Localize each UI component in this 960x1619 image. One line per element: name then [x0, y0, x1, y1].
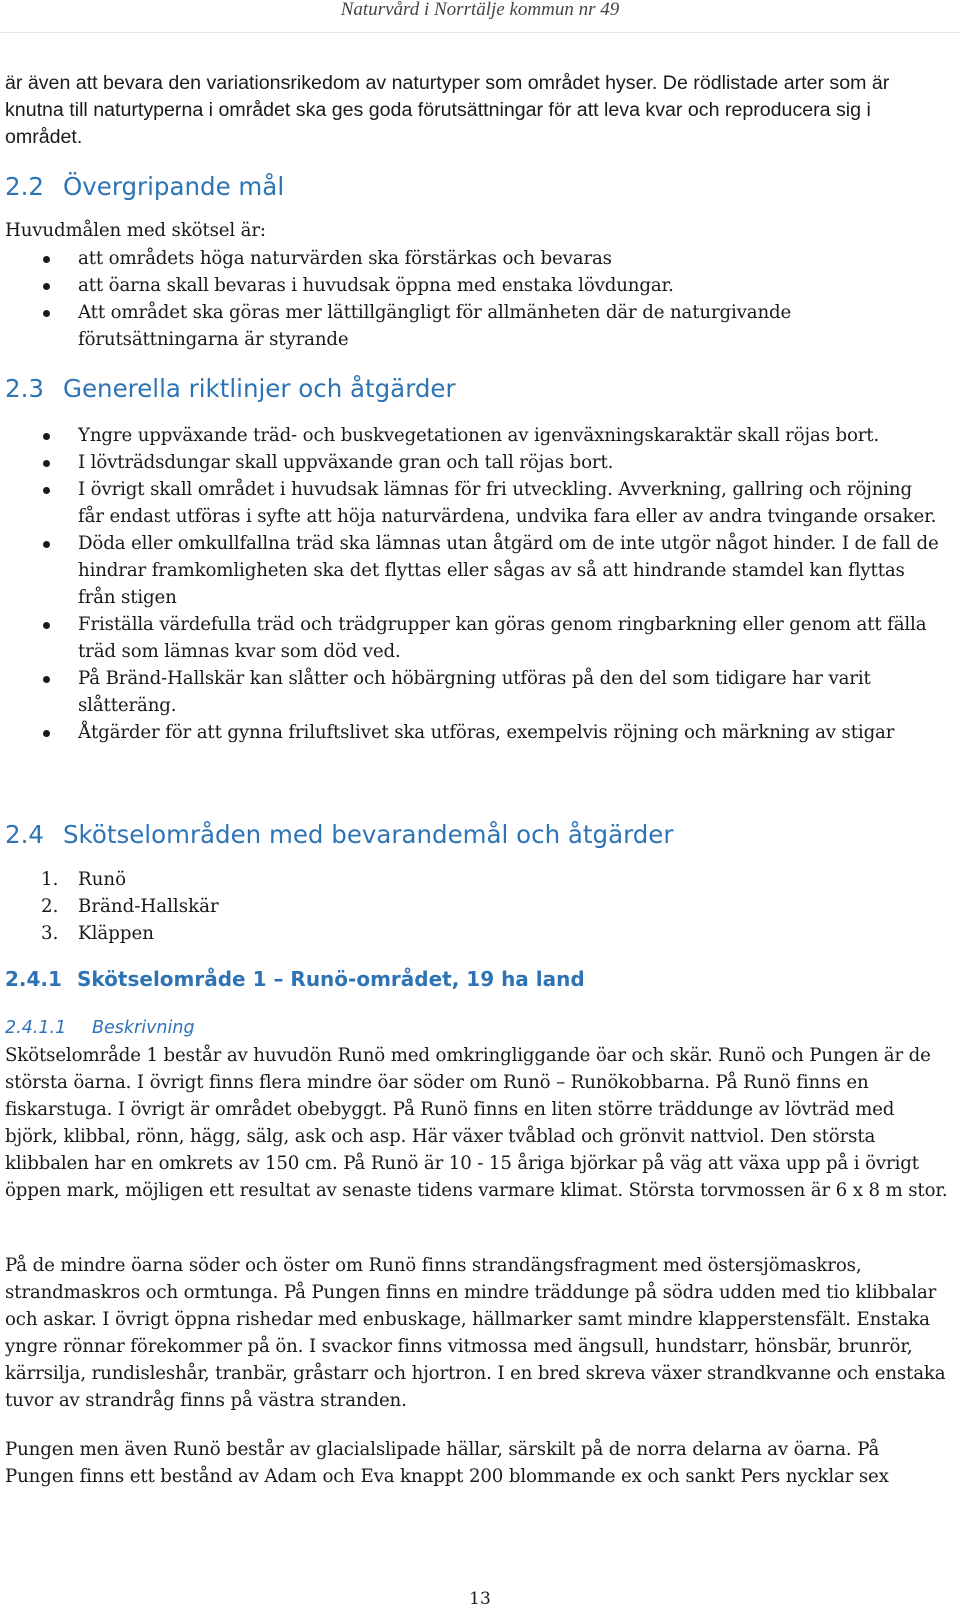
list-item: I övrigt skall området i huvudsak lämnas för fri utveckling. Avverkning, gallring och röjning får endast utföras i syfte att höja naturvärdena, undvika fara eller av andra tvingande orsaker. [0, 476, 940, 530]
heading-number: 2.3 [5, 374, 44, 403]
bullet-icon [43, 676, 50, 683]
heading-2-3 [5, 374, 456, 404]
page-number: 13 [469, 1589, 491, 1609]
bullet-icon [43, 283, 50, 290]
list-item: 3. Kläppen [0, 920, 600, 947]
running-header-text: Naturvård i Norrtälje kommun nr 49 [340, 0, 620, 20]
heading-number: 2.4 [5, 820, 44, 849]
list-item: 2. Bränd-Hallskär [0, 893, 600, 920]
goals-lead: Huvudmålen med skötsel är: [5, 220, 266, 241]
bullet-icon [43, 730, 50, 737]
list-number: 1. [41, 869, 59, 890]
list-item: Friställa värdefulla träd och trädgrupper kan göras genom ringbarkning eller genom att fälla träd som lämnas kvar som död ved. [0, 611, 940, 665]
areas-list [0, 866, 600, 947]
description-paragraph-3: Pungen men även Runö består av glacialslipade hällar, särskilt på de norra delarna av öarna. På Pungen finns ett bestånd av Adam och Eva knappt 200 blommande ex och sankt Pers nycklar sex [5, 1439, 889, 1487]
list-item: att områdets höga naturvärden ska förstärkas och bevaras [0, 245, 940, 272]
list-item: 1. Runö [0, 866, 600, 893]
heading-number: 2.4.1.1 [5, 1018, 67, 1038]
heading-2-2 [5, 172, 284, 202]
heading-title: Generella riktlinjer och åtgärder [63, 374, 456, 403]
bullet-icon [43, 310, 50, 317]
heading-number: 2.4.1 [5, 967, 62, 991]
list-item: Att området ska göras mer lättillgängligt för allmänheten där de naturgivande förutsättningarna är styrande [0, 299, 940, 353]
heading-number: 2.2 [5, 172, 44, 201]
list-item: Åtgärder för att gynna friluftslivet ska utföras, exempelvis röjning och märkning av stigar [0, 719, 940, 746]
heading-2-4-1 [5, 966, 585, 992]
list-item: Döda eller omkullfallna träd ska lämnas utan åtgärd om de inte utgör något hinder. I de fall de hindrar framkomligheten ska det flyttas eller sågas av så att hindrande stamdel kan flyttas från stigen [0, 530, 940, 611]
bullet-icon [43, 460, 50, 467]
list-number: 3. [41, 923, 59, 944]
heading-title: Övergripande mål [63, 172, 285, 201]
list-item: att öarna skall bevaras i huvudsak öppna med enstaka lövdungar. [0, 272, 940, 299]
list-item: I lövträdsdungar skall uppväxande gran och tall röjas bort. [0, 449, 940, 476]
list-item: Yngre uppväxande träd- och buskvegetationen av igenväxningskaraktär skall röjas bort. [0, 422, 940, 449]
list-number: 2. [41, 896, 59, 917]
list-item: På Bränd-Hallskär kan slåtter och höbärgning utföras på den del som tidigare har varit slåtteräng. [0, 665, 940, 719]
heading-title: Beskrivning [92, 1018, 195, 1038]
bullet-icon [43, 622, 50, 629]
description-paragraph-1: Skötselområde 1 består av huvudön Runö med omkringliggande öar och skär. Runö och Pungen är de största öarna. I övrigt finns flera mindre öar söder om Runö – Runökobbarna. På Runö finns en fiskarstuga. I övrigt är området obebyggt. På Runö finns en liten större träddunge av lövträd med björk, klibbal, rönn, hägg, sälg, ask och asp. Här växer tvåblad och grönvit nattviol. Den största klibbalen har en omkrets av 150 cm. På Runö är 10 - 15 åriga björkar på väg att växa upp på i övrigt öppen mark, möjligen ett resultat av senaste tidens varmare klimat. Största torvmossen är 6 x 8 m stor. [5, 1045, 948, 1201]
heading-title: Skötselområden med bevarandemål och åtgärder [63, 820, 674, 849]
description-paragraph-2: På de mindre öarna söder och öster om Runö finns strandängsfragment med östersjömaskros, strandmaskros och ormtunga. På Pungen finns en mindre träddunge på södra udden med tio klibbalar och askar. I övrigt öppna rishedar med enbuskage, hällmarker samt mindre klapperstensfält. Enstaka yngre rönnar förekommer på ön. I svackor finns vitmossa med ängsull, hundstarr, hönsbär, brunrör, kärrsilja, rundisleshår, tranbär, gråstarr och hjortron. I en bred skreva växer strandkvanne och enstaka tuvor av strandråg finns på västra stranden. [5, 1255, 946, 1411]
heading-2-4 [5, 820, 673, 850]
guidelines-list [0, 422, 940, 746]
bullet-icon [43, 433, 50, 440]
header-rule [0, 32, 960, 33]
bullet-icon [43, 256, 50, 263]
goals-list [0, 245, 940, 353]
heading-2-4-1-1 [5, 1016, 195, 1040]
heading-title: Skötselområde 1 – Runö-området, 19 ha land [77, 967, 585, 991]
running-header [0, 0, 960, 22]
bullet-icon [43, 487, 50, 494]
intro-paragraph: är även att bevara den variationsrikedom av naturtyper som området hyser. De rödlistade arter som är knutna till naturtyperna i området ska ges goda förutsättningar för att leva kvar och reproducera sig i området. [5, 72, 890, 148]
bullet-icon [43, 541, 50, 548]
